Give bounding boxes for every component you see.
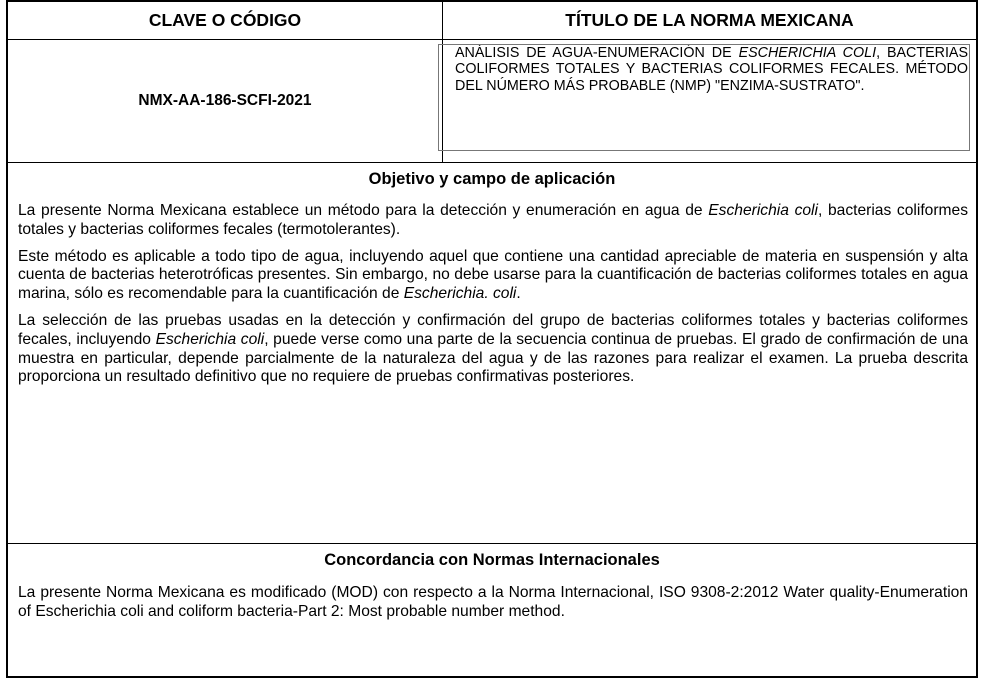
header-cell-title <box>443 2 976 39</box>
p2-text-italic: Escherichia. coli <box>403 285 517 303</box>
p1-text-a: La presente Norma Mexicana establece un método para la detección y enumeración en agua de <box>18 202 709 219</box>
concordancia-section <box>8 544 976 678</box>
code-cell <box>8 40 443 162</box>
p3-text-b: , puede verse como una parte de la secuencia continua de pruebas. El grado de confirmación de una muestra en particular, depende parcialmente de la naturaleza del agua y de las razones para realizar el examen. La prueba descrita proporciona un resultado definitivo que no requiere de pruebas confirmativas posteriores. <box>18 330 968 386</box>
p3-text-italic: Escherichia coli <box>155 330 265 348</box>
title-text-b: , BACTERIAS COLIFORMES TOTALES Y BACTERIAS COLIFORMES FECALES. MÉTODO DEL NÚMERO MÁS PROBABLE (NMP) "ENZIMA-SUSTRATO". <box>455 45 969 94</box>
p2-text-a: Este método es aplicable a todo tipo de agua, incluyendo aquel que contiene una cantidad apreciable de materia en suspensión y alta cuenta de bacterias heterotróficas presentes. Sin embargo, no debe usarse para la cuantificación de bacterias coliformes totales en agua marina, sólo es recomendable para la cuantificación de <box>18 247 968 303</box>
concordancia-heading: Concordancia con Normas Internacionales <box>324 551 660 569</box>
p1-text-b: , bacterias coliformes totales y bacterias coliformes fecales (termotolerantes). <box>18 202 968 238</box>
header-title-label: TÍTULO DE LA NORMA MEXICANA <box>565 10 854 30</box>
title-text-a: ANÁLISIS DE AGUA-ENUMERACIÓN DE <box>455 45 739 61</box>
objetivo-paragraph-3 <box>18 312 968 387</box>
p1-text-italic: Escherichia coli <box>708 202 818 219</box>
objetivo-paragraph-2 <box>18 248 968 304</box>
p3-text-a: La selección de las pruebas usadas en la detección y confirmación del grupo de bacterias coliformes totales y bacterias coliformes fecales, incluyendo <box>18 311 968 348</box>
objetivo-paragraph-1 <box>18 202 968 240</box>
header-code-label: CLAVE O CÓDIGO <box>148 10 302 30</box>
header-cell-code <box>8 2 443 39</box>
title-inner-frame <box>438 44 970 151</box>
table-header-row <box>8 2 976 40</box>
p2-text-b: . <box>516 285 521 303</box>
norma-code: NMX-AA-186-SCFI-2021 <box>138 92 312 109</box>
concordancia-paragraph: La presente Norma Mexicana es modificado (MOD) con respecto a la Norma Internacional, ISO 9308-2:2012 Water quality-Enumeration of Escherichia coli and coliform bacteria-Part 2: Most probable number method. <box>18 584 968 620</box>
objetivo-section <box>8 163 976 544</box>
title-text-italic: ESCHERICHIA COLI <box>738 45 877 61</box>
objetivo-heading: Objetivo y campo de aplicación <box>368 170 616 188</box>
